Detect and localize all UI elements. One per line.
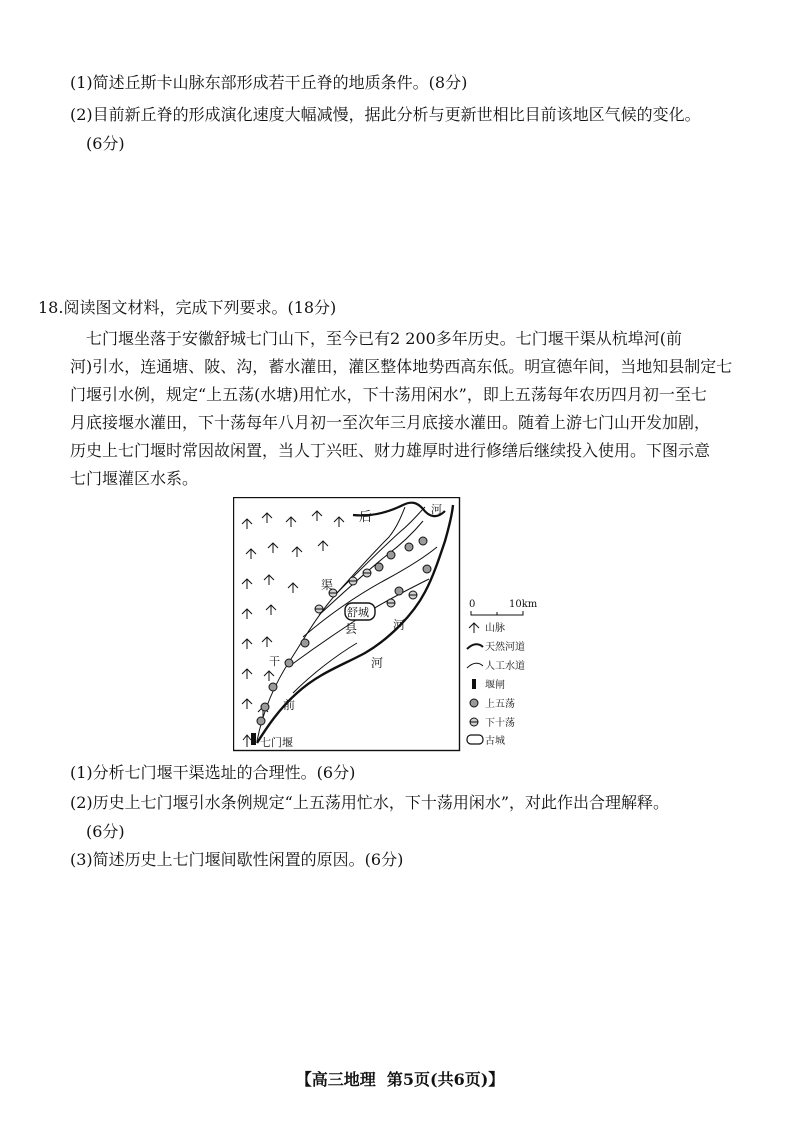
mountain-icon [242, 579, 252, 589]
mountain-icon [312, 511, 322, 521]
q18-sub2-line2: (6分) [86, 822, 125, 841]
page-footer [0, 1067, 800, 1090]
legend-weir-label: 堰闸 [485, 680, 505, 691]
q18-sub2-line1: (2)历史上七门堰引水条例规定“上五荡用忙水，下十荡用闲水”，对此作出合理解释。 [70, 793, 670, 812]
map-label-he-top: 河 [431, 503, 442, 516]
q18-para-line3: 门堰引水例，规定“上五荡(水塘)用忙水，下十荡用闲水”，即上五荡每年农历四月初一至七 [70, 385, 707, 404]
q18-para-line2: 河)引水，连通塘、陂、沟，蓄水灌田，灌区整体地势西高东低。明宣德年间，当地知县制定七 [70, 357, 733, 376]
footer-subject: 【高三地理 [295, 1070, 376, 1089]
q18-para-line1: 七门堰坐落于安徽舒城七门山下，至今已有2 200多年历史。七门堰干渠从杭埠河(前 [86, 329, 683, 348]
upper-pond-marker [285, 659, 293, 667]
map-label-qu: 渠 [321, 578, 334, 592]
upper-pond-marker [261, 703, 269, 711]
mountain-icon [246, 549, 256, 559]
mountain-icon [242, 669, 252, 679]
legend-weir-icon [472, 679, 476, 689]
legend-mountain-icon [469, 623, 479, 633]
legend-upper-pond-icon [470, 699, 478, 707]
mountain-icon [334, 517, 344, 527]
mountain-icon [288, 583, 298, 593]
mountain-icon [318, 541, 328, 551]
mountain-icon [242, 699, 252, 709]
mountain-icon [262, 637, 272, 647]
upper-pond-marker [405, 543, 413, 551]
map-label-hou: 后 [359, 510, 373, 525]
mountain-icon [292, 547, 302, 557]
legend-upper-pond-label: 上五荡 [485, 699, 515, 710]
qimen-weir-marker [251, 733, 256, 745]
q18-para-line4: 月底接堰水灌田，下十荡每年八月初一至次年三月底接水灌田。随着上游七门山开发加剧， [70, 413, 711, 432]
legend-city-icon [467, 735, 483, 744]
legend-lower-pond-label: 下十荡 [485, 718, 515, 729]
upper-pond-marker [419, 537, 427, 545]
q17-sub1: (1)简述丘斯卡山脉东部形成若干丘脊的地质条件。(8分) [70, 73, 468, 92]
upper-pond-marker [301, 639, 309, 647]
q18-para-line6: 七门堰灌区水系。 [70, 469, 199, 488]
mountain-icons [242, 511, 344, 717]
legend-scale-zero: 0 [469, 599, 476, 610]
legend-river-icon [467, 644, 483, 649]
mountain-icon [243, 735, 251, 747]
map-label-gan: 干 [269, 655, 280, 668]
q18-sub3: (3)简述历史上七门堰间歇性闲置的原因。(6分) [70, 850, 404, 869]
legend-scale-length: 10km [509, 599, 538, 610]
upper-pond-marker [257, 717, 265, 725]
irrigation-map [233, 497, 563, 755]
map-label-he-mid: 河 [393, 618, 406, 632]
q18-para-line5: 历史上七门堰时常因故闲置，当人丁兴旺、财力雄厚时进行修缮后继续投入使用。下图示意 [70, 441, 711, 460]
legend-canal-label: 人工水道 [485, 661, 525, 672]
map-label-qian: 前 [283, 698, 296, 712]
legend-city-label: 古城 [485, 736, 505, 747]
q17-sub2-line2: (6分) [86, 134, 125, 153]
upper-pond-marker [423, 565, 431, 573]
q17-sub2-line1: (2)目前新丘脊的形成演化速度大幅减慢，据此分析与更新世相比目前该地区气候的变化。 [70, 105, 701, 124]
mountain-icon [242, 639, 252, 649]
mountain-icon [262, 513, 272, 523]
mountain-icon [242, 519, 252, 529]
legend-scale-bar [471, 611, 523, 615]
canal-branch-5 [293, 643, 357, 693]
map-label-xian: 县 [345, 622, 358, 636]
q18-sub1: (1)分析七门堰干渠选址的合理性。(6分) [70, 763, 356, 782]
legend-canal-icon [467, 663, 483, 668]
map-label-shucheng: 舒城 [347, 606, 369, 619]
irrigation-map-figure [233, 497, 563, 755]
main-canal [257, 507, 405, 741]
map-label-qimenyan: 七门堰 [260, 736, 293, 749]
map-label-he-low: 河 [371, 656, 384, 670]
legend-mountain-label: 山脉 [485, 623, 505, 634]
mountain-icon [286, 517, 296, 527]
map-legend [467, 599, 538, 747]
mountain-icon [266, 605, 276, 615]
upper-pond-marker [375, 563, 383, 571]
upper-pond-marker [387, 551, 395, 559]
upper-pond-marker [395, 587, 403, 595]
q18-header: 18.阅读图文材料，完成下列要求。(18分) [38, 298, 337, 317]
canal-branch-1 [291, 579, 429, 665]
legend-river-label: 天然河道 [485, 642, 525, 653]
mountain-icon [242, 609, 252, 619]
footer-page: 第5页(共6页)】 [386, 1070, 505, 1089]
canal-branch-3 [319, 521, 423, 615]
upper-pond-marker [269, 683, 277, 691]
mountain-icon [268, 543, 278, 553]
mountain-icon [264, 671, 274, 681]
mountain-icon [264, 575, 274, 585]
